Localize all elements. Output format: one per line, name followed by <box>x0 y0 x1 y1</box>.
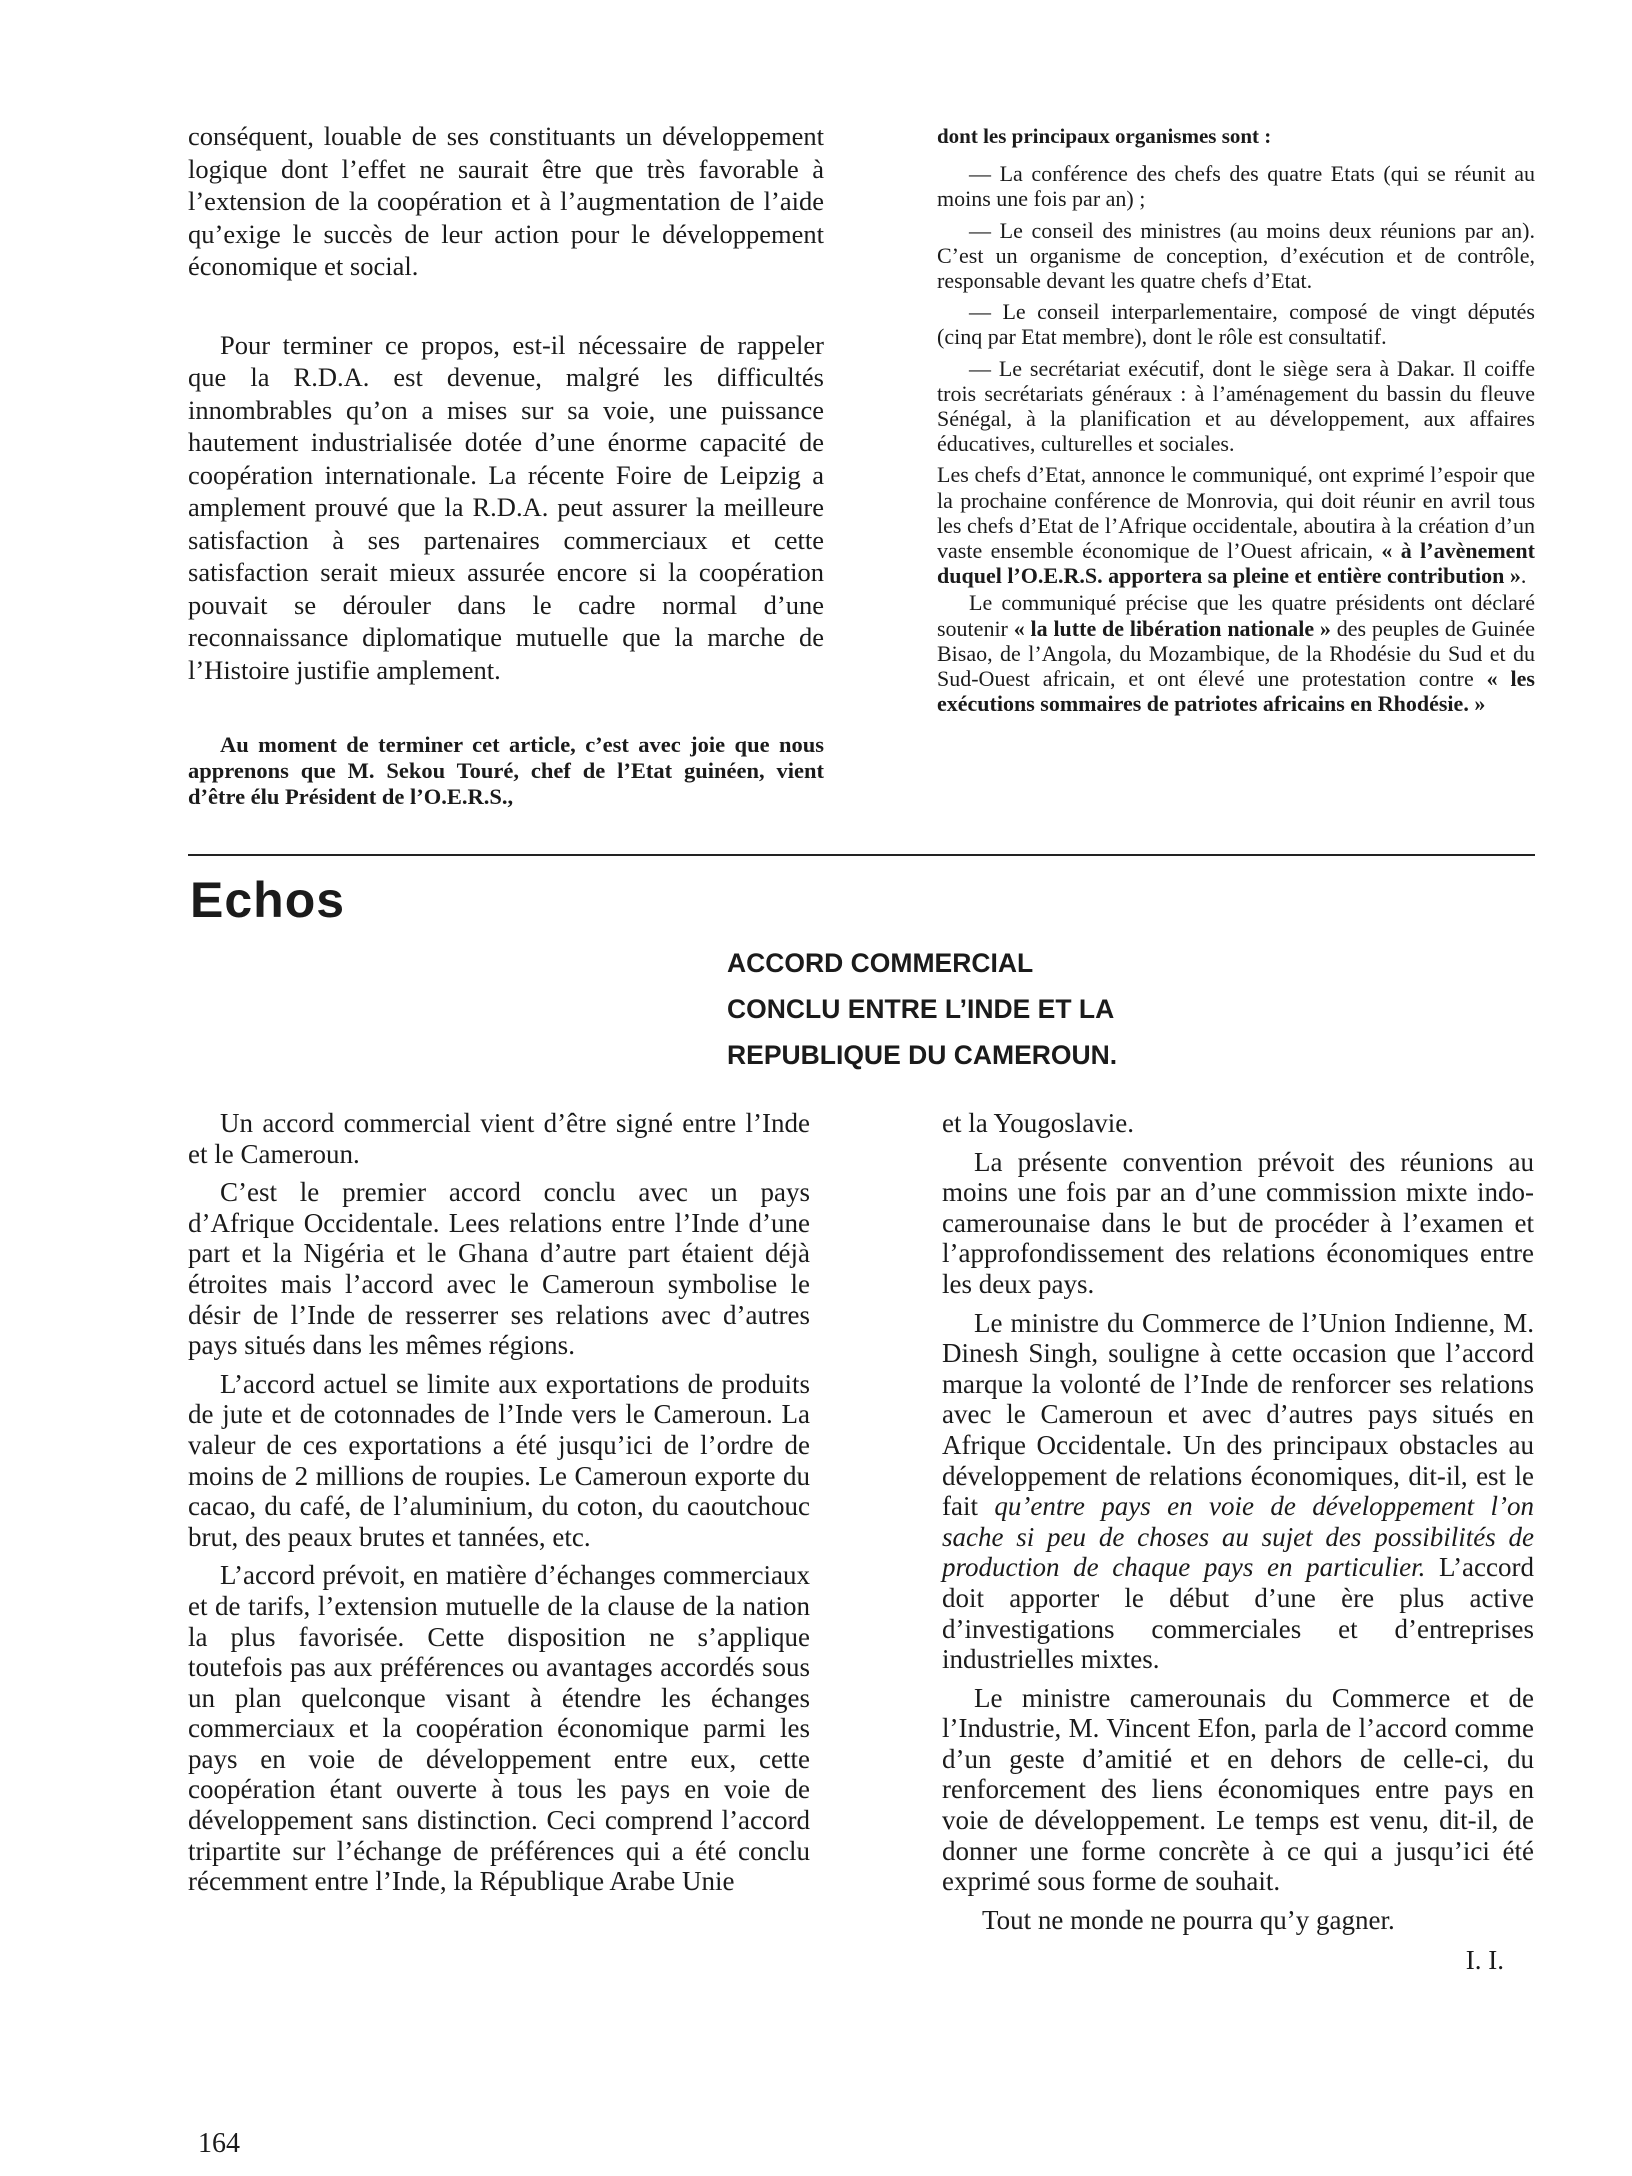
text: L’accord doit apporter le début d’une ère plus active d’investigations commerciales et d’entreprises industrielles mixtes. <box>942 1552 1535 1675</box>
bold-quote: « à l’avènement duquel l’O.E.R.S. apportera sa pleine et entière contribution » <box>937 538 1535 589</box>
top-right-column <box>937 124 1535 716</box>
list-heading: dont les principaux organismes sont : <box>937 124 1272 148</box>
signature: I. I. <box>1465 1945 1504 1976</box>
paragraph: Tout ne monde ne pourra qu’y gagner. <box>982 1904 1395 1935</box>
paragraph <box>937 590 1535 716</box>
text: Les chefs d’Etat, annonce le communiqué, ont exprimé l’espoir que la prochaine conférence de Monrovia, qui doit réunir en avril tous les chefs d’Etat de l’Afrique occidentale, aboutira à la création d’un vaste ensemble économique de l’Ouest africain, <box>937 462 1535 564</box>
article-right-column <box>942 1108 1534 1984</box>
list-item: — La conférence des chefs des quatre Etats (qui se réunit au moins une fois par an) ; <box>937 161 1535 212</box>
bold-quote: « la lutte de libération nationale » <box>1013 615 1331 641</box>
closing-note: Au moment de terminer cet article, c’est avec joie que nous apprenons que M. Sekou Touré, chef de l’Etat guinéen, vient d’être élu Président de l’O.E.R.S., <box>188 732 824 809</box>
text: Le communiqué précise que les quatre présidents ont déclaré soutenir <box>937 590 1535 641</box>
paragraph: conséquent, louable de ses constituants un développement logique dont l’effet ne saurait être que très favorable à l’extension de la coopération et à l’augmentation de l’aide qu’exige le succès de leur action pour le développement économique et social. <box>188 121 824 281</box>
list-item: — Le conseil interparlementaire, composé de vingt députés (cinq par Etat membre), dont le rôle est consultatif. <box>937 299 1535 350</box>
paragraph: Un accord commercial vient d’être signé entre l’Inde et le Cameroun. <box>188 1108 810 1169</box>
headline-line: CONCLU ENTRE L’INDE ET LA <box>727 994 1115 1024</box>
text: des peuples de Guinée Bisao, de l’Angola, du Mozambique, de la Rhodésie du Sud et du Sud-Ouest africain, et ont élevé une protestation contre <box>937 615 1536 692</box>
headline-line: REPUBLIQUE DU CAMEROUN. <box>727 1040 1118 1070</box>
section-title: Echos <box>190 872 346 928</box>
paragraph <box>937 462 1535 588</box>
paragraph <box>942 1308 1534 1675</box>
article-left-column <box>188 1108 810 1905</box>
paragraph: La présente convention prévoit des réunions au moins une fois par an d’une commission mixte indo-camerounaise dans le but de procéder à l’examen et l’approfondissement des relations économiques entre les deux pays. <box>942 1146 1534 1299</box>
article-headline <box>727 940 1327 1078</box>
top-left-column <box>188 120 824 810</box>
list-item: — Le conseil des ministres (au moins deux réunions par an). C’est un organisme de conception, d’exécution et de contrôle, responsable devant les quatre chefs d’Etat. <box>937 217 1535 294</box>
paragraph: L’accord prévoit, en matière d’échanges commerciaux et de tarifs, l’extension mutuelle de la clause de la nation la plus favorisée. Cette disposition ne s’applique toutefois pas aux préférences ou avantages accordés sous un plan quelconque visant à étendre les échanges commerciaux et la coopération économique parmi les pays en voie de développement entre eux, cette coopération étant ouverte à tous les pays en voie de développement sans distinction. Ceci comprend l’accord tripartite sur l’échange de préférences qui a été conclu récemment entre l’Inde, la République Arabe Unie <box>188 1560 810 1897</box>
paragraph: Le ministre camerounais du Commerce et de l’Industrie, M. Vincent Efon, parla de l’accord comme d’un geste d’amitié et en dehors de celle-ci, du renforcement des liens économiques entre pays en voie de développement. Le temps est venu, dit-il, de donner une forme concrète à ce qui a jusqu’ici été exprimé sous forme de souhait. <box>942 1682 1534 1897</box>
page-number: 164 <box>198 2128 240 2159</box>
paragraph: C’est le premier accord conclu avec un pays d’Afrique Occidentale. Lees relations entre l’Inde d’une part et la Nigéria et le Ghana d’autre part étaient déjà étroites mais l’accord avec le Cameroun symbolise le désir de l’Inde de resserrer ses relations avec d’autres pays situés dans les mêmes régions. <box>188 1177 810 1361</box>
italic-text: qu’entre pays en voie de développement l’on sache si peu de choses au sujet des possibilités de production de chaque pays en particulier. <box>942 1491 1534 1583</box>
paragraph: Pour terminer ce propos, est-il nécessaire de rappeler que la R.D.A. est devenue, malgré les difficultés innombrables qu’on a mises sur sa voie, une puissance hautement industrialisée dotée d’une énorme capacité de coopération internationale. La récente Foire de Leipzig a amplement prouvé que la R.D.A. peut assurer la meilleure satisfaction à ses partenaires commerciaux et cette satisfaction serait mieux assurée encore si la coopération pouvait se dérouler dans le cadre normal d’une reconnaissance diplomatique mutuelle que la marche de l’Histoire justifie amplement. <box>188 329 824 685</box>
paragraph: L’accord actuel se limite aux exportations de produits de jute et de cotonnades de l’Inde vers le Cameroun. La valeur de ces exportations a été jusqu’ici de l’ordre de moins de 2 millions de roupies. Le Cameroun exporte du cacao, du café, de l’aluminium, du coton, du caoutchouc brut, des peaux brutes et tannées, etc. <box>188 1368 810 1552</box>
text: . <box>1520 563 1527 589</box>
headline-line: ACCORD COMMERCIAL <box>727 948 1034 978</box>
paragraph: et la Yougoslavie. <box>942 1108 1134 1138</box>
text: Le ministre du Commerce de l’Union Indienne, M. Dinesh Singh, souligne à cette occasion que l’accord marque la volonté de l’Inde de renforcer ses relations avec le Cameroun et avec d’autres pays situés en Afrique Occidentale. Un des principaux obstacles au développement de relations économiques, dit-il, est le fait <box>942 1307 1534 1522</box>
section-divider <box>188 854 1535 856</box>
list-item: — Le secrétariat exécutif, dont le siège sera à Dakar. Il coiffe trois secrétariats généraux : à l’aménagement du bassin du fleuve Sénégal, à la planification et au développement, aux affaires éducatives, culturelles et sociales. <box>937 355 1535 457</box>
bold-quote: « les exécutions sommaires de patriotes africains en Rhodésie. » <box>937 666 1535 717</box>
